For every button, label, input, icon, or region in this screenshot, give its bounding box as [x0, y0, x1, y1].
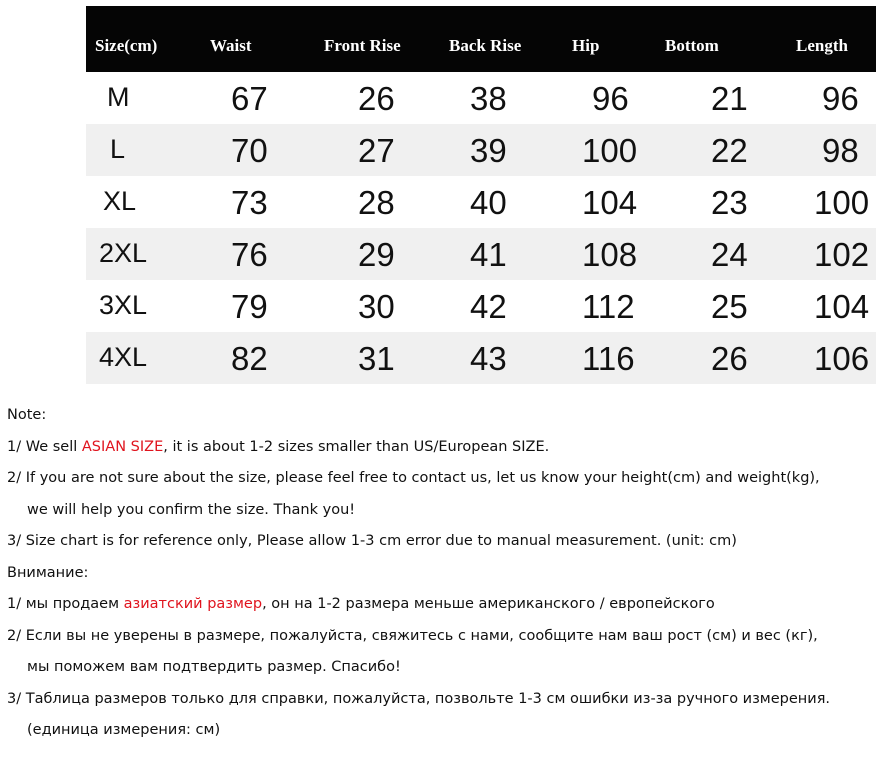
cell-size: XL [103, 186, 137, 216]
cell-waist: 67 [231, 80, 268, 117]
header-back-rise: Back Rise [449, 36, 522, 55]
cell-bottom: 21 [711, 80, 748, 117]
table-row [86, 332, 876, 384]
cell-length: 102 [814, 236, 870, 273]
note-en-2-line1: 2/ If you are not sure about the size, please feel free to contact us, let us know your height(cm) and weight(kg), [7, 470, 820, 486]
header-front-rise: Front Rise [324, 36, 401, 55]
header-size: Size(cm) [95, 36, 158, 55]
cell-bottom: 22 [711, 132, 748, 169]
cell-back-rise: 38 [470, 80, 507, 117]
cell-back-rise: 40 [470, 184, 507, 221]
asian-size-highlight-ru: азиатский размер [123, 596, 263, 612]
cell-length: 106 [814, 340, 870, 377]
cell-waist: 76 [231, 236, 268, 273]
cell-length: 104 [814, 288, 870, 325]
note-ru-3-line2: (единица измерения: см) [27, 722, 221, 738]
note-ru-2-line2: мы поможем вам подтвердить размер. Спасибо! [27, 659, 401, 675]
table-row [86, 280, 876, 332]
cell-front-rise: 26 [358, 80, 395, 117]
note-ru-3-line1: 3/ Таблица размеров только для справки, пожалуйста, позвольте 1-3 см ошибки из-за ручного измерения. [7, 690, 831, 707]
cell-back-rise: 41 [470, 236, 507, 273]
cell-size: 2XL [99, 238, 148, 268]
note-en-1-prefix: 1/ We sell [7, 438, 82, 455]
cell-bottom: 26 [711, 340, 748, 377]
cell-size: 4XL [99, 342, 148, 372]
note-ru-1 [7, 589, 887, 621]
cell-bottom: 25 [711, 288, 748, 325]
cell-front-rise: 30 [358, 288, 395, 325]
notes [7, 400, 887, 747]
header-length: Length [796, 36, 848, 55]
cell-waist: 70 [231, 132, 268, 169]
header-waist: Waist [210, 36, 252, 55]
cell-waist: 82 [231, 340, 268, 377]
cell-hip: 104 [582, 184, 638, 221]
asian-size-highlight: ASIAN SIZE [81, 438, 164, 455]
size-chart [86, 6, 876, 384]
note-ru-2-line1: 2/ Если вы не уверены в размере, пожалуйста, свяжитесь с нами, сообщите нам ваш рост (см) и вес (кг), [7, 627, 818, 644]
size-chart-header [86, 6, 876, 72]
cell-length: 96 [822, 80, 859, 117]
note-en-3: 3/ Size chart is for reference only, Please allow 1-3 cm error due to manual measurement. (unit: cm) [7, 533, 737, 549]
table-row [86, 176, 876, 228]
cell-front-rise: 27 [358, 132, 395, 169]
cell-hip: 100 [582, 132, 638, 169]
cell-waist: 73 [231, 184, 268, 221]
table-row [86, 124, 876, 176]
cell-size: M [107, 82, 130, 112]
cell-back-rise: 39 [470, 132, 507, 169]
cell-hip: 112 [582, 288, 635, 325]
cell-hip: 108 [582, 236, 638, 273]
cell-back-rise: 42 [470, 288, 507, 325]
cell-waist: 79 [231, 288, 268, 325]
cell-hip: 96 [592, 80, 629, 117]
cell-length: 100 [814, 184, 870, 221]
cell-bottom: 24 [711, 236, 748, 273]
header-bottom: Bottom [665, 36, 719, 55]
cell-back-rise: 43 [470, 340, 507, 377]
cell-front-rise: 31 [358, 340, 395, 377]
note-ru-1-suffix: , он на 1-2 размера меньше американского / европейского [262, 596, 715, 612]
cell-hip: 116 [582, 340, 635, 377]
cell-front-rise: 28 [358, 184, 395, 221]
cell-front-rise: 29 [358, 236, 395, 273]
cell-size: 3XL [99, 290, 148, 320]
table-row [86, 228, 876, 280]
note-title-ru: Внимание: [7, 564, 89, 581]
note-en-1 [7, 432, 887, 464]
cell-size: L [110, 134, 126, 164]
table-row [86, 72, 876, 124]
note-en-1-suffix: , it is about 1-2 sizes smaller than US/European SIZE. [163, 438, 550, 455]
cell-bottom: 23 [711, 184, 748, 221]
note-title-en: Note: [7, 407, 47, 423]
header-hip: Hip [572, 36, 600, 55]
note-ru-1-prefix: 1/ мы продаем [7, 596, 124, 612]
note-en-2-line2: we will help you confirm the size. Thank you! [27, 501, 356, 518]
cell-length: 98 [822, 132, 859, 169]
